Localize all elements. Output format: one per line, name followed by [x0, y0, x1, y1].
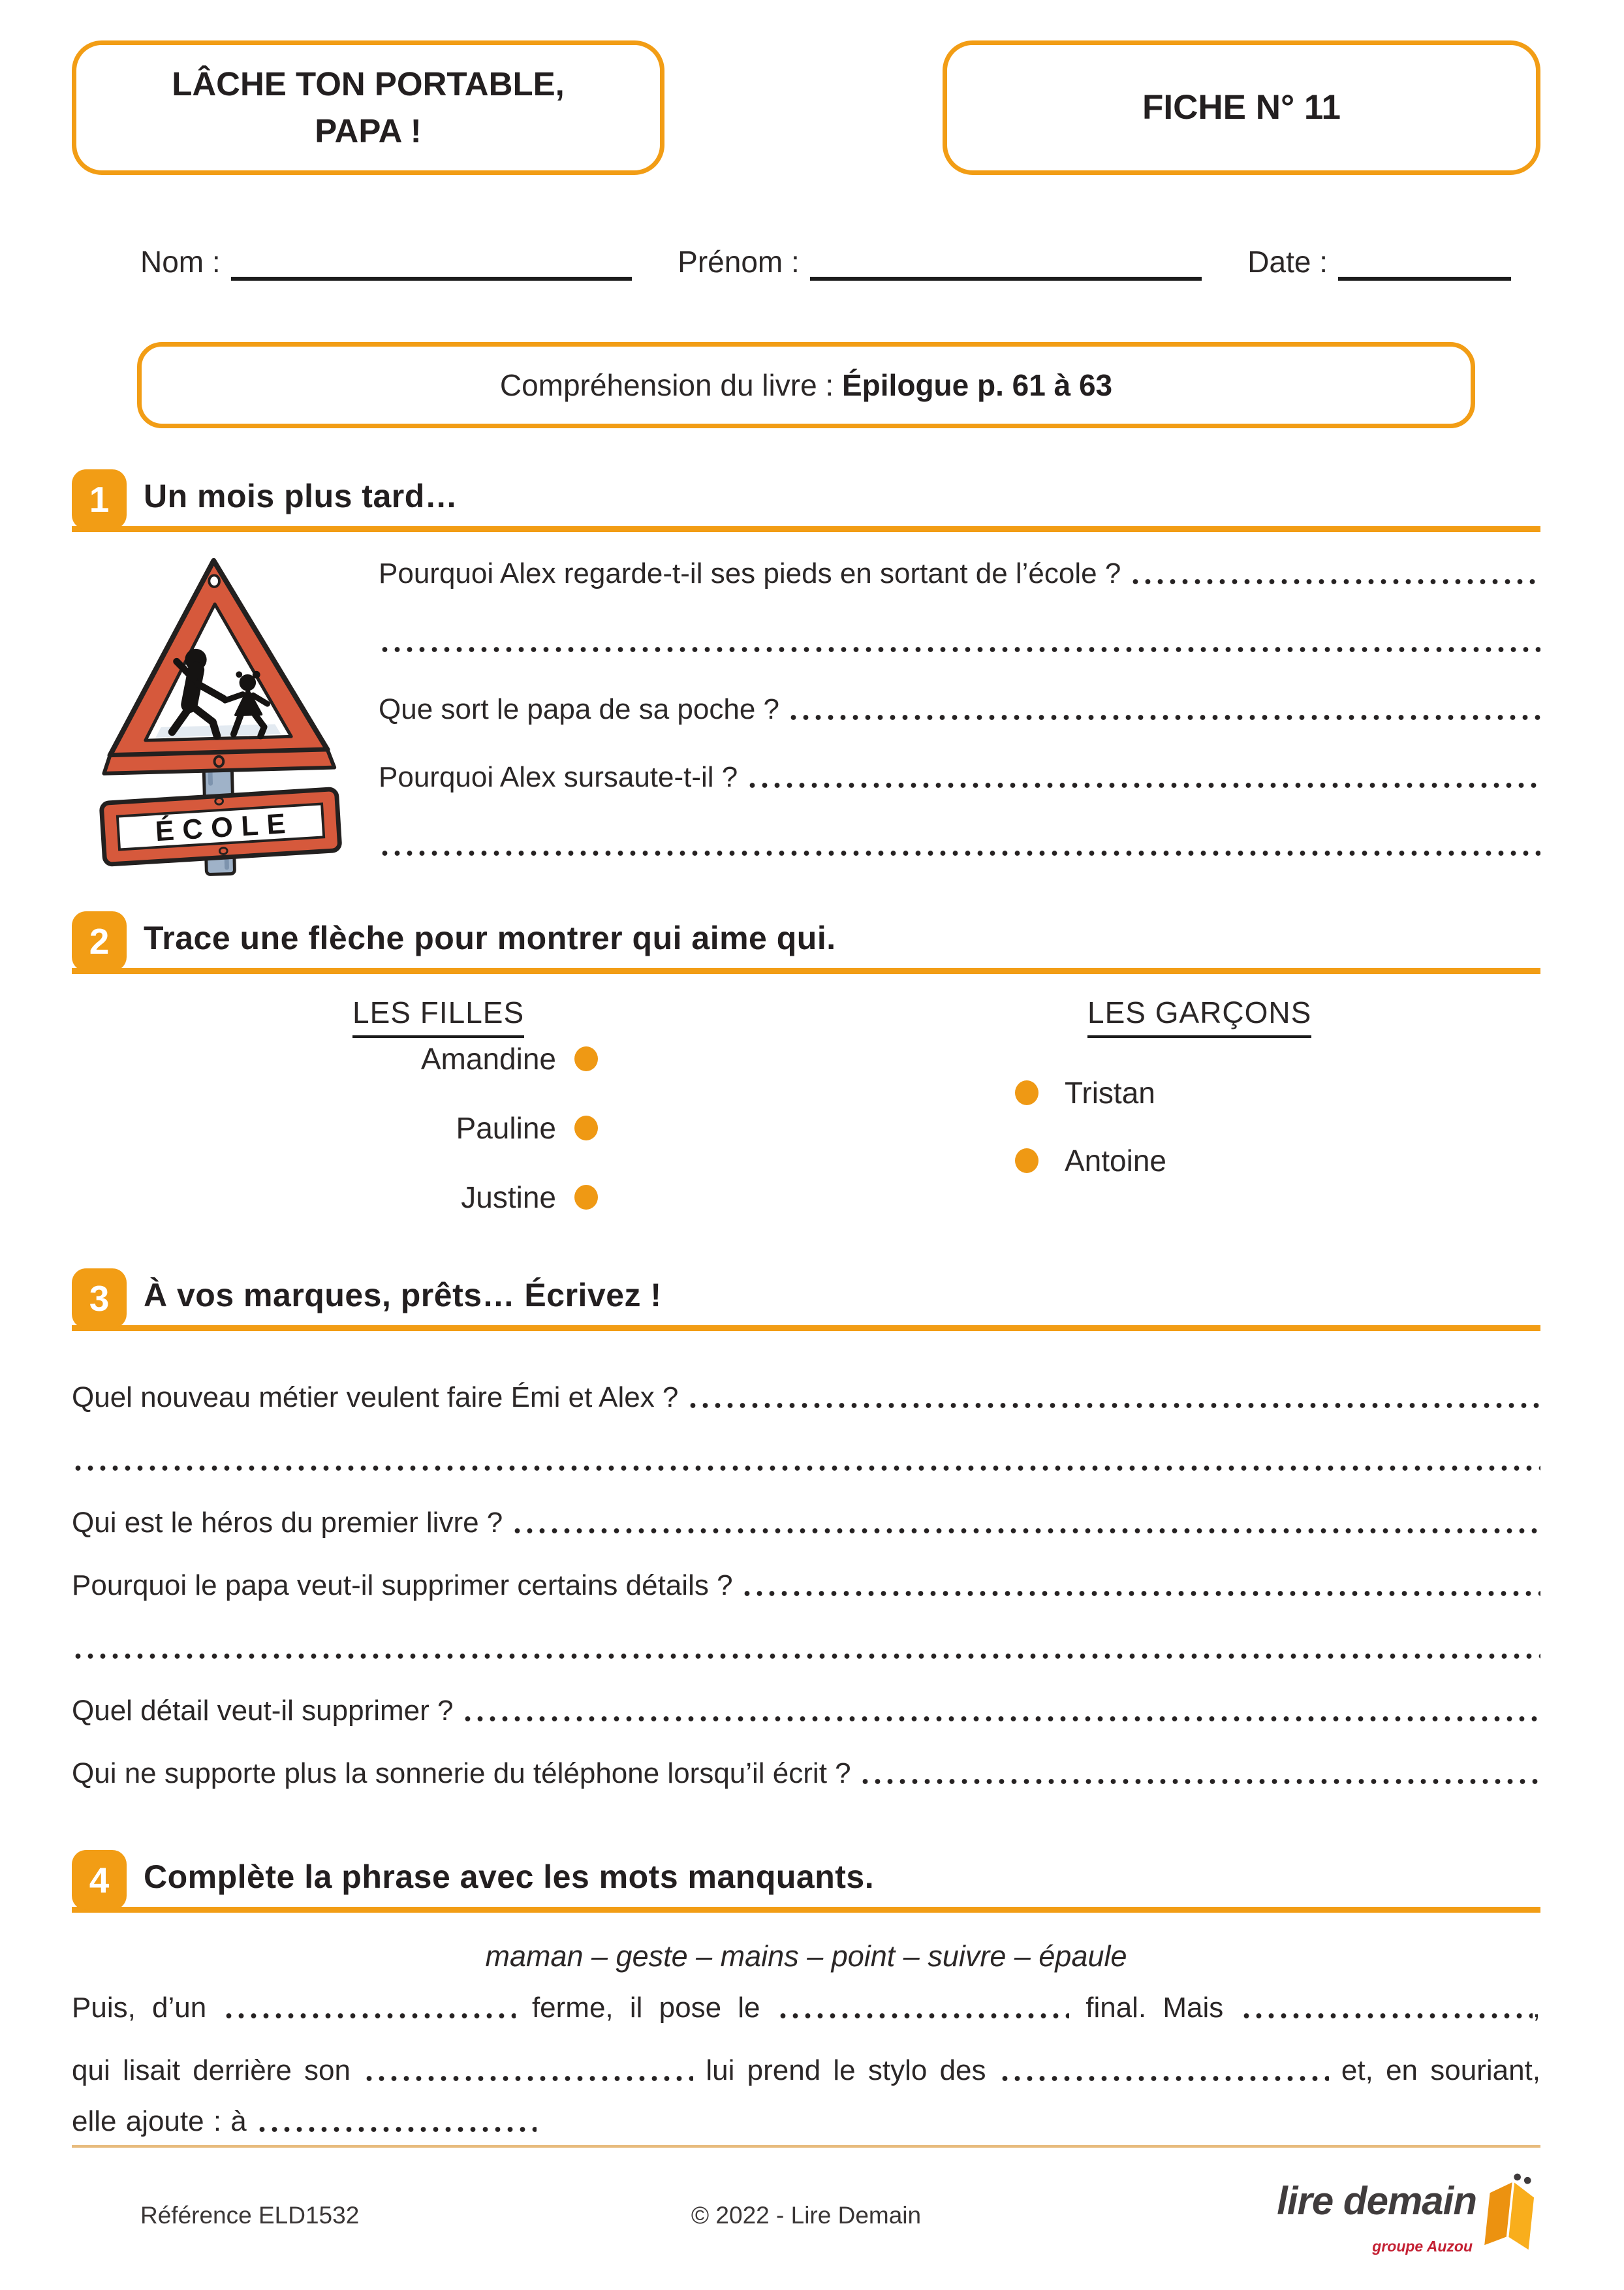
reference-text: Référence ELD1532: [140, 2202, 360, 2229]
answer-line[interactable]: [461, 1691, 1540, 1731]
blank-line[interactable]: [1240, 1988, 1533, 2028]
question-text: Pourquoi Alex sursaute-t-il ?: [379, 761, 746, 793]
cloze-line-1: [72, 1988, 1540, 2028]
cloze-text: ,: [1532, 1992, 1540, 2024]
fiche-number-box: [943, 40, 1540, 175]
section3-number-badge: 3: [72, 1268, 127, 1328]
question-row: [379, 690, 1540, 729]
date-input-line[interactable]: [1338, 243, 1511, 281]
answer-line[interactable]: [741, 1566, 1540, 1605]
section2-number-badge: 2: [72, 911, 127, 971]
ecole-sign-icon: [85, 547, 351, 880]
section3-header: [72, 1265, 1540, 1331]
match-item-justine: [72, 1179, 598, 1216]
banner-prefix: Compréhension du livre :: [499, 368, 842, 402]
book-title-line2: PAPA !: [315, 112, 422, 149]
match-item-tristan: [1015, 1074, 1155, 1111]
question-text: Quel nouveau métier veulent faire Émi et Alex ?: [72, 1381, 687, 1413]
match-item-amandine: [72, 1041, 598, 1077]
prenom-field: [678, 243, 1202, 281]
section3-title: À vos marques, prêts… Écrivez !: [144, 1277, 662, 1313]
question-text: Pourquoi Alex regarde-t-il ses pieds en sortant de l’école ?: [379, 557, 1129, 589]
lire-demain-logo: [1277, 2172, 1540, 2259]
comprehension-banner: [137, 342, 1475, 428]
identity-row: [72, 240, 1540, 281]
girls-column-heading: LES FILLES: [352, 995, 524, 1038]
section2-header: [72, 908, 1540, 974]
fiche-number: FICHE N° 11: [1142, 88, 1341, 127]
question-row: [72, 1503, 1540, 1543]
question-row: [379, 554, 1540, 593]
question-row: [72, 1566, 1540, 1605]
nom-label: Nom :: [140, 245, 221, 279]
match-dot-pauline[interactable]: [574, 1116, 598, 1140]
word-bank: maman – geste – mains – point – suivre – épaule: [485, 1939, 1127, 1973]
cloze-text: qui lisait derrière son: [72, 2054, 364, 2086]
answer-line[interactable]: [1129, 554, 1540, 593]
cloze-text: elle ajoute : à: [72, 2105, 256, 2137]
section3-questions: [72, 1378, 1540, 1793]
cloze-text: Puis, d’un: [72, 1992, 223, 2024]
answer-line[interactable]: [72, 1441, 1540, 1480]
question-row: [72, 1691, 1540, 1731]
girl-name: Amandine: [420, 1042, 556, 1076]
match-dot-antoine[interactable]: [1015, 1148, 1038, 1173]
question-text: Que sort le papa de sa poche ?: [379, 693, 788, 725]
section1-body: [72, 550, 1540, 894]
answer-line[interactable]: [787, 690, 1540, 729]
boy-name: Tristan: [1065, 1076, 1155, 1110]
answer-line[interactable]: [379, 826, 1540, 865]
boy-name: Antoine: [1065, 1144, 1167, 1178]
open-book-icon: [1476, 2169, 1544, 2251]
question-row: [379, 758, 1540, 797]
section1-header: [72, 466, 1540, 532]
prenom-label: Prénom :: [678, 245, 800, 279]
footer: [72, 2176, 1540, 2255]
cloze-text: et, en souriant,: [1328, 2054, 1540, 2086]
date-field: [1247, 243, 1511, 281]
matching-exercise: [72, 987, 1540, 1253]
section1-questions: [379, 550, 1540, 894]
logo-subtext: groupe Auzou: [1372, 2238, 1473, 2255]
answer-line[interactable]: [511, 1503, 1540, 1543]
question-text: Quel détail veut-il supprimer ?: [72, 1695, 461, 1727]
cloze-text: lui prend le stylo des: [693, 2054, 999, 2086]
blank-line[interactable]: [777, 1988, 1069, 2028]
logo-text: lire demain: [1277, 2179, 1476, 2223]
match-item-antoine: [1015, 1142, 1166, 1179]
cloze-line-3: [72, 2102, 1540, 2141]
footer-divider: [72, 2145, 1540, 2148]
blank-line[interactable]: [256, 2102, 537, 2141]
question-text: Pourquoi le papa veut-il supprimer certains détails ?: [72, 1569, 741, 1601]
cloze-line-2: [72, 2051, 1540, 2090]
answer-line[interactable]: [746, 758, 1540, 797]
ecole-sign-label: ÉCOLE: [154, 808, 295, 848]
header-row: [72, 40, 1540, 175]
section4-title: Complète la phrase avec les mots manquants.: [144, 1859, 875, 1895]
question-text: Qui est le héros du premier livre ?: [72, 1507, 511, 1539]
prenom-input-line[interactable]: [810, 243, 1202, 281]
match-item-pauline: [72, 1110, 598, 1146]
match-dot-amandine[interactable]: [574, 1046, 598, 1071]
section1-title: Un mois plus tard…: [144, 478, 458, 514]
answer-line[interactable]: [687, 1378, 1540, 1417]
banner-chapter: Épilogue p. 61 à 63: [842, 368, 1113, 402]
book-title-box: [72, 40, 664, 175]
girl-name: Pauline: [456, 1111, 556, 1145]
question-row: [72, 1754, 1540, 1793]
boys-column-heading: LES GARÇONS: [1087, 995, 1311, 1038]
answer-line[interactable]: [379, 622, 1540, 661]
question-row: [72, 1378, 1540, 1417]
section1-number-badge: 1: [72, 469, 127, 529]
blank-line[interactable]: [999, 2051, 1329, 2090]
date-label: Date :: [1247, 245, 1328, 279]
cloze-text: final. Mais: [1069, 1992, 1240, 2024]
book-title-line1: LÂCHE TON PORTABLE,: [172, 65, 565, 102]
section2-title: Trace une flèche pour montrer qui aime qui.: [144, 920, 836, 956]
answer-line[interactable]: [859, 1754, 1540, 1793]
question-text: Qui ne supporte plus la sonnerie du téléphone lorsqu’il écrit ?: [72, 1757, 859, 1789]
answer-line[interactable]: [72, 1629, 1540, 1668]
section4-number-badge: 4: [72, 1850, 127, 1910]
school-sign-illustration: [72, 550, 379, 894]
girl-name: Justine: [461, 1180, 556, 1214]
section4-header: [72, 1847, 1540, 1913]
blank-line[interactable]: [363, 2051, 693, 2090]
cloze-text: ferme, il pose le: [515, 1992, 777, 2024]
nom-input-line[interactable]: [231, 243, 632, 281]
match-dot-tristan[interactable]: [1015, 1080, 1038, 1105]
nom-field: [140, 243, 632, 281]
blank-line[interactable]: [223, 1988, 515, 2028]
copyright-text: © 2022 - Lire Demain: [691, 2202, 922, 2229]
match-dot-justine[interactable]: [574, 1185, 598, 1210]
